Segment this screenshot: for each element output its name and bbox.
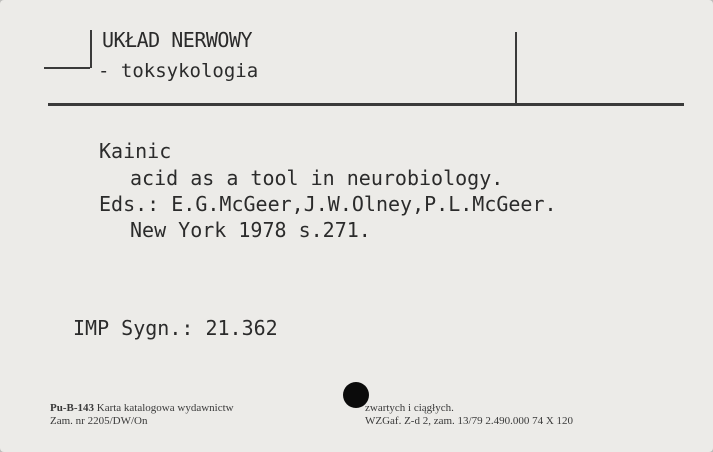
call-number: IMP Sygn.: 21.362 xyxy=(73,316,278,340)
footer-right-line-1: zwartych i ciągłych. xyxy=(365,402,454,414)
header-right-vertical-rule xyxy=(515,32,517,104)
punch-hole xyxy=(343,382,369,408)
entry-line-3: Eds.: E.G.McGeer,J.W.Olney,P.L.McGeer. xyxy=(99,192,557,216)
entry-line-1: Kainic xyxy=(99,139,172,163)
entry-line-4: New York 1978 s.271. xyxy=(130,218,371,242)
footer-right-line-2: WZGaf. Z-d 2, zam. 13/79 2.490.000 74 X 120 xyxy=(365,415,574,427)
header-divider-rule xyxy=(48,103,684,106)
footer-left-line-1 xyxy=(50,403,234,414)
footer-form-code: Pu-B-143 xyxy=(50,402,94,414)
subject-subheading: - toksykologia xyxy=(98,60,259,82)
subject-heading: UKŁAD NERWOWY xyxy=(102,28,253,52)
footer-left-line-2: Zam. nr 2205/DW/On xyxy=(50,415,148,427)
header-left-horizontal-rule xyxy=(44,67,90,69)
entry-line-2: acid as a tool in neurobiology. xyxy=(130,166,504,190)
footer-form-description: Karta katalogowa wydawnictw xyxy=(96,402,234,414)
header-left-vertical-rule xyxy=(90,30,92,68)
